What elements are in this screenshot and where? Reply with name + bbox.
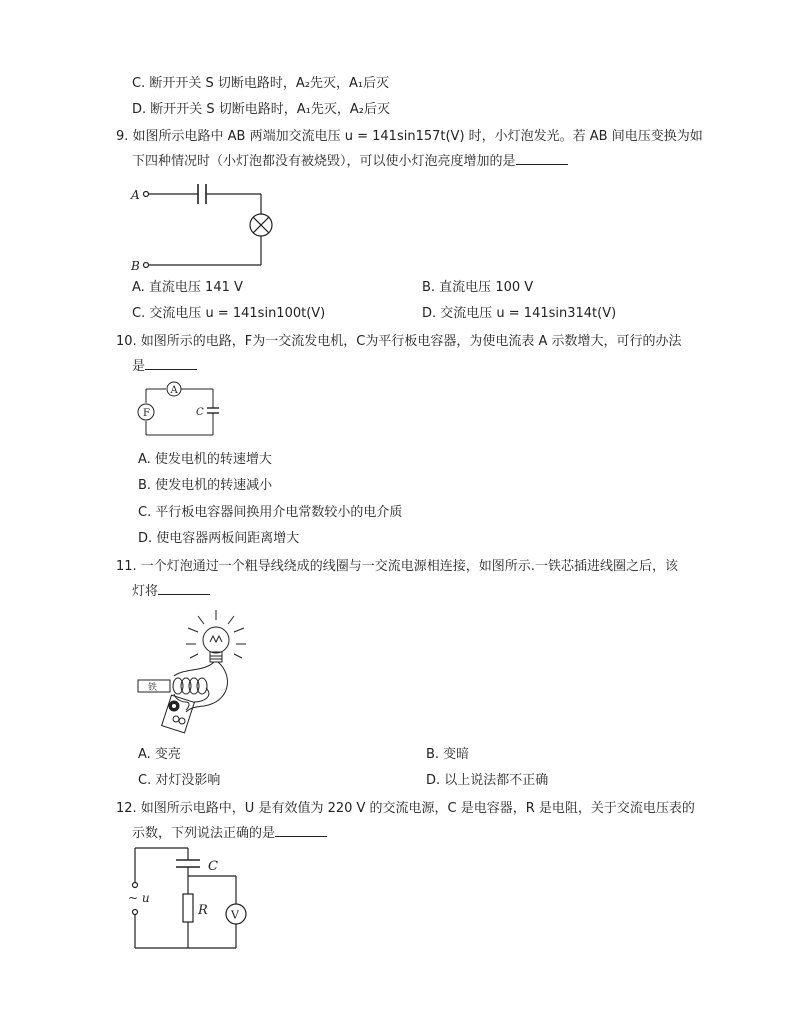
q11-label-iron: 铁 (148, 683, 158, 693)
q11-socket-icon (162, 695, 195, 733)
q10-option-a: A. 使发电机的转速增大 (138, 452, 272, 467)
q11-lamp-coil-figure (134, 606, 258, 740)
q10-stem-line1: 10. 如图所示的电路，F为一交流发电机，C为平行板电容器，为使电流表 A 示数增大，可行的办法 (116, 334, 682, 349)
q12-circuit-figure (124, 844, 254, 952)
q9-stem-line2 (132, 152, 568, 171)
q12-label-u: ~ u (128, 891, 150, 905)
q10-label-generator: F (143, 408, 150, 419)
q11-option-b: B. 变暗 (426, 747, 470, 762)
q11-stem-line2 (132, 582, 210, 601)
q10-stem-text: 是 (132, 359, 146, 374)
q12-stem-line2 (132, 824, 327, 843)
q9-option-a: A. 直流电压 141 V (132, 280, 243, 295)
q9-circuit-figure (128, 178, 278, 276)
q11-option-c: C. 对灯没影响 (138, 773, 221, 788)
q12-terminal-top (133, 883, 138, 888)
q10-label-ammeter: A (170, 385, 178, 396)
q9-label-a: A (131, 188, 140, 202)
q10-option-d: D. 使电容器两板间距离增大 (138, 531, 300, 546)
q9-terminal-a (144, 192, 149, 197)
q11-bulb-icon (203, 627, 229, 653)
q11-stem-text: 灯将 (132, 584, 159, 599)
q9-label-b: B (131, 259, 140, 273)
q9-answer-blank (516, 152, 568, 165)
q9-option-d: D. 交流电压 u = 141sin314t(V) (422, 306, 617, 321)
q12-stem-text: 示数，下列说法正确的是 (132, 826, 276, 841)
q12-label-v: V (231, 908, 239, 922)
q10-option-c: C. 平行板电容器间换用介电常数较小的电介质 (138, 505, 403, 520)
q11-stem-line1: 11. 一个灯泡通过一个粗导线绕成的线圈与一交流电源相连接，如图所示.一铁芯插进线圈之后，该 (116, 559, 678, 574)
q8-option-d: D. 断开开关 S 切断电路时，A₁先灭，A₂后灭 (132, 102, 391, 117)
q12-stem-line1: 12. 如图所示电路中，U 是有效值为 220 V 的交流电源，C 是电容器，R 是电阻，关于交流电压表的 (116, 801, 695, 816)
q9-terminal-b (144, 263, 149, 268)
q9-option-c: C. 交流电压 u = 141sin100t(V) (132, 306, 326, 321)
q10-answer-blank (145, 357, 197, 370)
q11-option-d: D. 以上说法都不正确 (426, 773, 549, 788)
q10-option-b: B. 使发电机的转速减小 (138, 478, 273, 493)
q9-option-b: B. 直流电压 100 V (422, 280, 534, 295)
q8-option-c: C. 断开开关 S 切断电路时，A₂先灭，A₁后灭 (132, 76, 390, 91)
q9-stem-text: 下四种情况时（小灯泡都没有被烧毁），可以使小灯泡亮度增加的是 (132, 154, 516, 169)
q10-circuit-figure (134, 380, 226, 442)
q10-label-capacitor: C (196, 407, 204, 418)
q12-terminal-bottom (133, 910, 138, 915)
q11-option-a: A. 变亮 (138, 747, 181, 762)
q11-answer-blank (158, 582, 210, 595)
q9-stem-line1: 9. 如图所示电路中 AB 两端加交流电压 u = 141sin157t(V) 时，小灯泡发光。若 AB 间电压变换为如 (116, 129, 703, 144)
q12-label-c: C (208, 859, 218, 874)
q12-label-r: R (198, 903, 208, 918)
q12-resistor (183, 894, 193, 922)
q12-answer-blank (275, 824, 327, 837)
q10-stem-line2 (132, 357, 197, 376)
